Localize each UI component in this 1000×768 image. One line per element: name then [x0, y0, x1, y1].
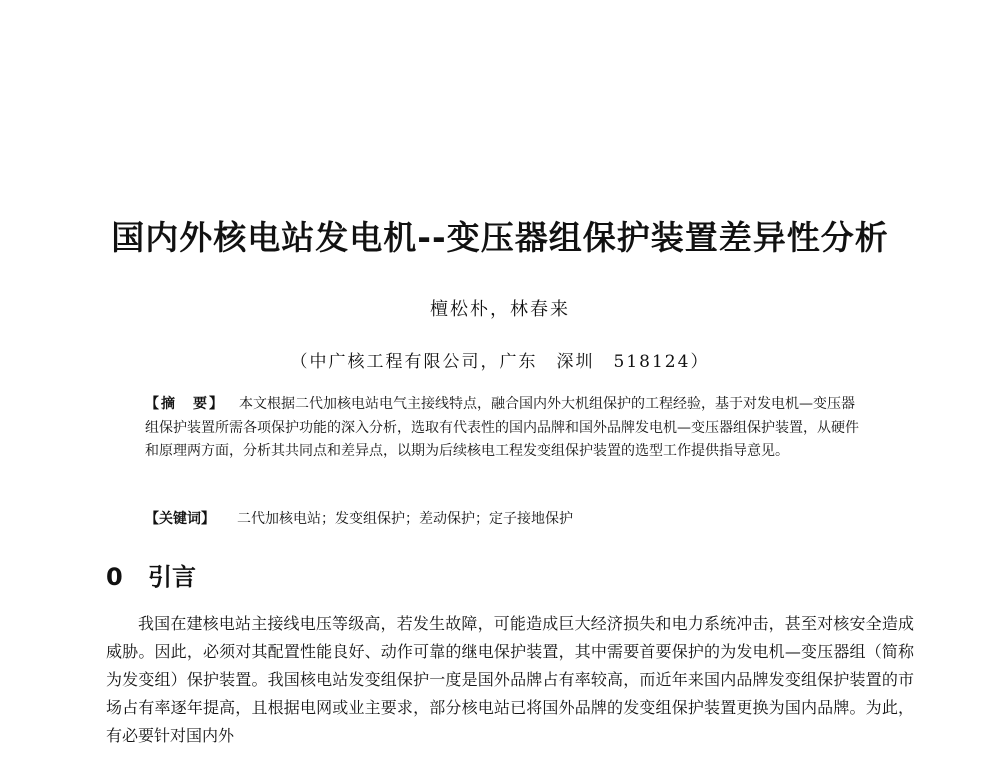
- affiliation: （中广核工程有限公司，广东 深圳 518124）: [290, 352, 710, 372]
- abstract-text: 本文根据二代加核电站电气主接线特点，融合国内外大机组保护的工程经验，基于对发电机—变压器组保护装置所需各项保护功能的深入分析，选取有代表性的国内品牌和国外品牌发电机—变压器组保护装置，从硬件和原理两方面，分析其共同点和差异点，以期为后续核电工程发变组保护装置的选型工作提供指导意见。: [145, 396, 859, 459]
- keywords-label: 【关键词】: [145, 511, 215, 527]
- body-paragraph: [106, 610, 914, 750]
- section-heading: [106, 557, 196, 592]
- abstract-label: 【摘 要】: [145, 396, 225, 412]
- abstract-block: [145, 393, 865, 464]
- keywords-text: 二代加核电站；发变组保护；差动保护；定子接地保护: [237, 511, 573, 527]
- body-text: 我国在建核电站主接线电压等级高，若发生故障，可能造成巨大经济损失和电力系统冲击，甚至对核安全造成威胁。因此，必须对其配置性能良好、动作可靠的继电保护装置，其中需要首要保护的为发电机—变压器组（简称为发变组）保护装置。我国核电站发变组保护一度是国外品牌占有率较高，而近年来国内品牌发变组保护装置的市场占有率逐年提高，且根据电网或业主要求，部分核电站已将国外品牌的发变组保护装置更换为国内品牌。为此，有必要针对国内外: [106, 614, 914, 745]
- author-list: 檀松朴，林春来: [430, 299, 570, 320]
- paper-title: 国内外核电站发电机--变压器组保护装置差异性分析: [111, 218, 889, 257]
- section-title: 引言: [148, 563, 196, 591]
- section-number: 0: [106, 563, 123, 591]
- keywords-block: [145, 508, 865, 531]
